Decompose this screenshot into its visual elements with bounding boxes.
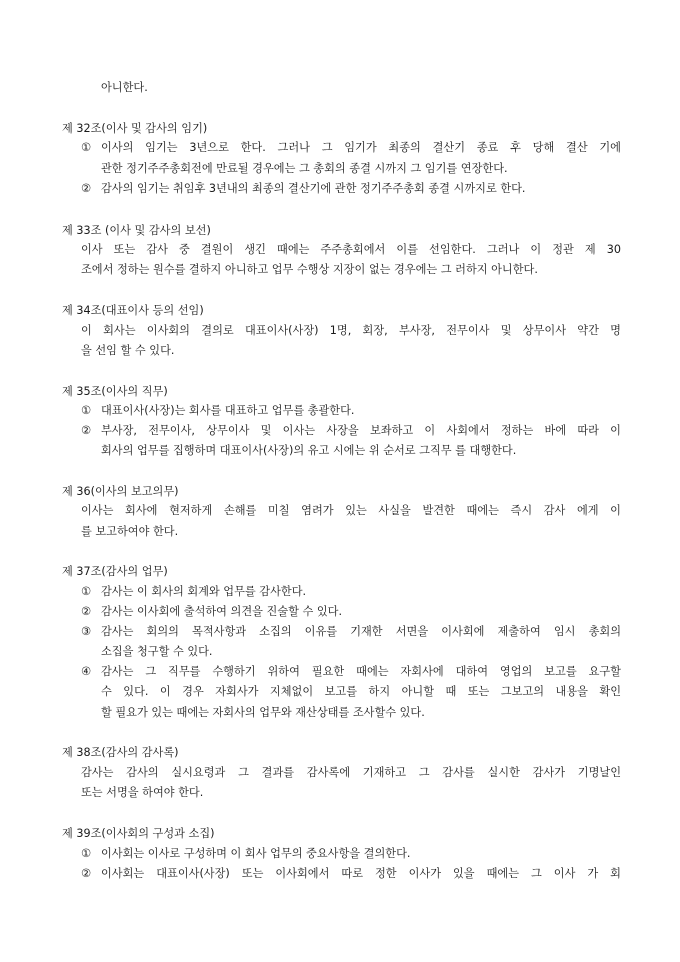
article-32-item-1-line-2: 관한 정기주주총회전에 만료될 경우에는 그 총회의 종결 시까지 그 임기를 연장한다. — [101, 162, 508, 175]
article-39-item-1-line-1: 이사회는 이사로 구성하며 이 회사 업무의 중요사항을 결의한다. — [101, 847, 411, 860]
item-marker: ② — [81, 182, 92, 195]
article-35-heading: 제 35조(이사의 직무) — [62, 385, 168, 398]
article-34-heading: 제 34조(대표이사 등의 선임) — [62, 304, 204, 317]
article-38-body-line-2: 또는 서명을 하여야 한다. — [81, 786, 204, 799]
article-36-heading: 제 36(이사의 보고의무) — [62, 485, 179, 498]
article-37-item-2-line-1: 감사는 이사회에 출석하여 의견을 진술할 수 있다. — [101, 605, 343, 618]
article-33-body-line-1: 이사 또는 감사 중 결원이 생긴 때에는 주주총회에서 이를 선임한다. 그러나 이 정관 제 30 — [81, 243, 621, 256]
item-marker: ② — [81, 867, 92, 880]
article-32-item-1-line-1: 이사의 임기는 3년으로 한다. 그러나 그 임기가 최종의 결산기 종료 후 당해 결산 기에 — [101, 141, 621, 154]
item-marker: ② — [81, 605, 92, 618]
article-37-item-3-line-2: 소집을 청구할 수 있다. — [101, 645, 213, 658]
item-marker: ③ — [81, 625, 92, 638]
article-39-item-2-line-1: 이사회는 대표이사(사장) 또는 이사회에서 따로 정한 이사가 있을 때에는 그 이사 가 회 — [101, 867, 621, 880]
article-37-item-1-line-1: 감사는 이 회사의 회계와 업무를 감사한다. — [101, 585, 307, 598]
article-34-body-line-1: 이 회사는 이사회의 결의로 대표이사(사장) 1명, 회장, 부사장, 전무이사 및 상무이사 약간 명 — [81, 324, 621, 337]
article-37-item-4-line-2: 수 있다. 이 경우 자회사가 지체없이 보고를 하지 아니할 때 또는 그보고의 내용을 확인 — [101, 685, 621, 698]
item-marker: ① — [81, 404, 92, 417]
item-marker: ④ — [81, 665, 92, 678]
article-35-item-1-line-1: 대표이사(사장)는 회사를 대표하고 업무를 총괄한다. — [101, 404, 355, 417]
article-32-heading: 제 32조(이사 및 감사의 임기) — [62, 122, 208, 135]
article-34-body-line-2: 을 선임 할 수 있다. — [81, 344, 175, 357]
article-38-heading: 제 38조(감사의 감사록) — [62, 746, 179, 759]
item-marker: ① — [81, 141, 92, 154]
item-marker: ① — [81, 847, 92, 860]
item-marker: ① — [81, 585, 92, 598]
article-32-item-2-line-1: 감사의 임기는 취임후 3년내의 최종의 결산기에 관한 정기주주총회 종결 시까지로 한다. — [101, 182, 526, 195]
article-36-body-line-2: 를 보고하여야 한다. — [81, 525, 179, 538]
article-37-item-4-line-3: 할 필요가 있는 때에는 자회사의 업무와 재산상태를 조사할수 있다. — [101, 706, 425, 719]
article-38-body-line-1: 감사는 감사의 실시요령과 그 결과를 감사록에 기재하고 그 감사를 실시한 감사가 기명날인 — [81, 766, 621, 779]
article-36-body-line-1: 이사는 회사에 현저하게 손해를 미칠 염려가 있는 사실을 발견한 때에는 즉시 감사 에게 이 — [81, 504, 621, 517]
article-35-item-2-line-2: 회사의 업무를 집행하며 대표이사(사장)의 유고 시에는 위 순서로 그직무 를 대행한다. — [101, 444, 517, 457]
article-39-heading: 제 39조(이사회의 구성과 소집) — [62, 827, 215, 840]
item-marker: ② — [81, 424, 92, 437]
article-37-item-4-line-1: 감사는 그 직무를 수행하기 위하여 필요한 때에는 자회사에 대하여 영업의 보고를 요구할 — [101, 665, 621, 678]
article-37-item-3-line-1: 감사는 회의의 목적사항과 소집의 이유를 기재한 서면을 이사회에 제출하여 임시 총회의 — [101, 625, 621, 638]
article-33-body-line-2: 조에서 정하는 원수를 결하지 아니하고 업무 수행상 지장이 없는 경우에는 그 러하지 아니한다. — [81, 263, 538, 276]
continuation-text: 아니한다. — [101, 81, 148, 94]
article-33-heading: 제 33조 (이사 및 감사의 보선) — [62, 224, 211, 237]
article-37-heading: 제 37조(감사의 업무) — [62, 565, 168, 578]
article-35-item-2-line-1: 부사장, 전무이사, 상무이사 및 이사는 사장을 보좌하고 이 사회에서 정하는 바에 따라 이 — [101, 424, 621, 437]
